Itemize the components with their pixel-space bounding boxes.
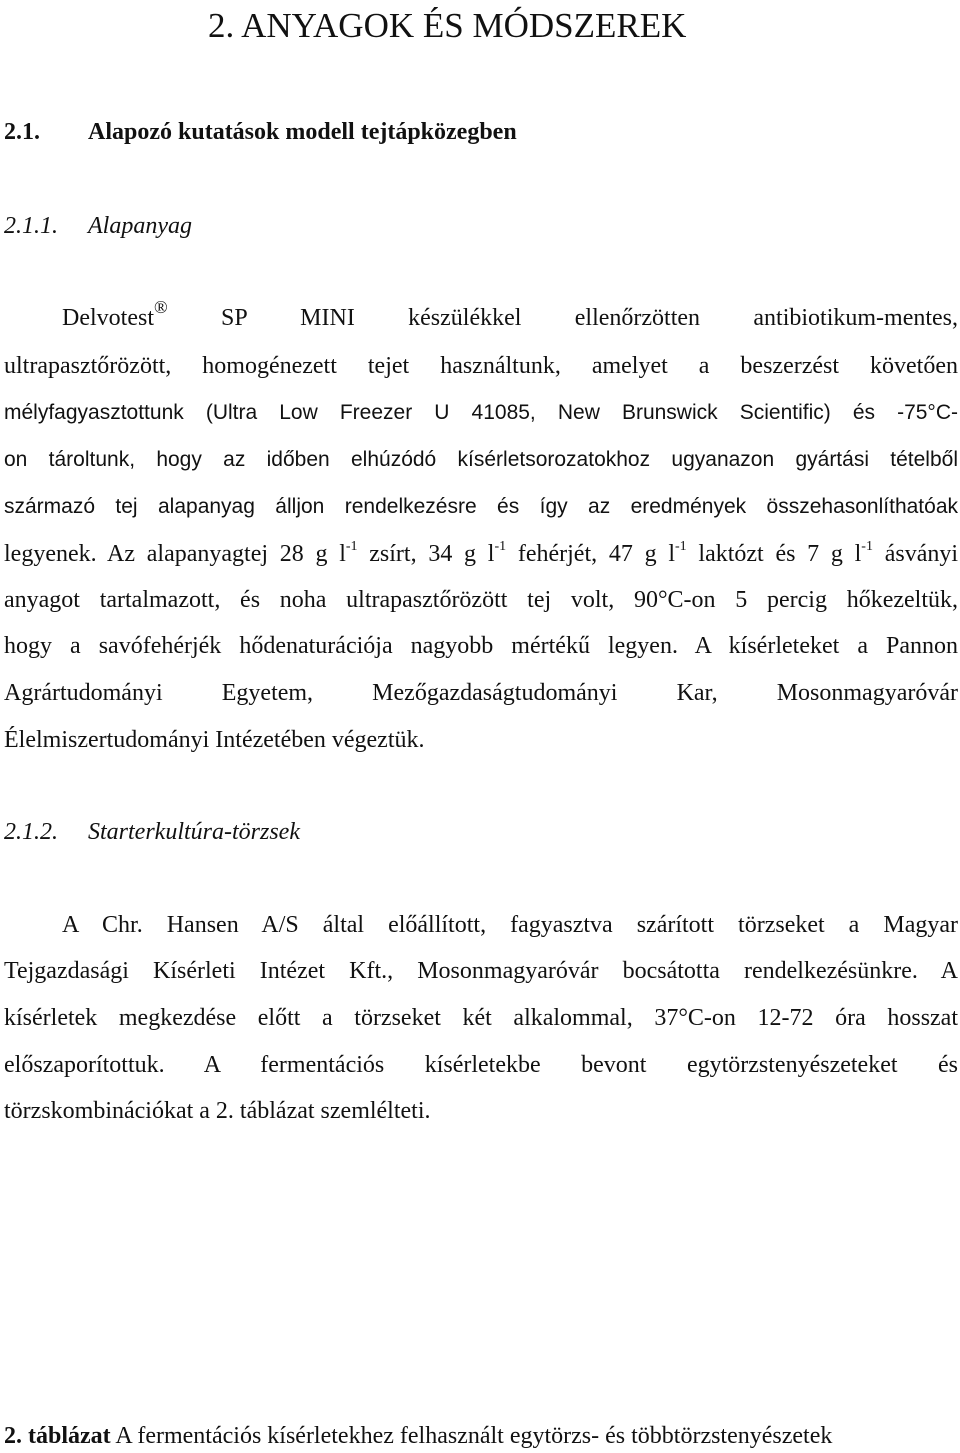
chapter-title: 2. ANYAGOK ÉS MÓDSZEREK — [208, 6, 687, 45]
line-6-part-d: laktózt és 7 g l — [686, 541, 862, 567]
paragraph-2-line-3: kísérletek megkezdése előtt a törzseket két alkalommal, 37°C-on 12-72 óra hosszat — [4, 1005, 958, 1031]
paragraph-1-line-10: Élelmiszertudományi Intézetében végeztük. — [4, 727, 425, 753]
exponent: -1 — [494, 539, 507, 554]
subsection-title-2: Starterkultúra-törzsek — [88, 819, 300, 845]
paragraph-1-line-4: on tároltunk, hogy az időben elhúzódó kísérletsorozatokhoz ugyanazon gyártási tételből — [4, 448, 958, 471]
line-6-part-b: zsírt, 34 g l — [357, 541, 495, 567]
section-title: Alapozó kutatások modell tejtápközegben — [88, 119, 517, 145]
table-caption-label: 2. táblázat — [4, 1423, 111, 1449]
table-caption-text: A fermentációs kísérletekhez felhasznált egytörzs- és többtörzstenyészetek — [110, 1423, 833, 1449]
brand-name: Delvotest — [62, 305, 154, 331]
exponent: -1 — [345, 539, 358, 554]
paragraph-1-line-6 — [4, 538, 958, 570]
line-6-part-a: legyenek. Az alapanyagtej 28 g l — [4, 541, 346, 567]
exponent: -1 — [861, 539, 873, 554]
paragraph-1-line-1-text: SP MINI készülékkel ellenőrzötten antibiotikum-mentes, — [221, 305, 959, 331]
paragraph-1-line-5: származó tej alapanyag álljon rendelkezésre és így az eredmények összehasonlíthatóak — [4, 495, 958, 518]
line-6-part-e: ásványi — [872, 541, 959, 567]
paragraph-2-line-2: Tejgazdasági Kísérleti Intézet Kft., Mosonmagyaróvár bocsátotta rendelkezésünkre. A — [4, 958, 958, 984]
section-heading — [4, 116, 517, 148]
subsection-number-2: 2.1.2. — [4, 819, 58, 845]
table-caption — [4, 1420, 832, 1452]
paragraph-1-line-1 — [62, 297, 959, 334]
paragraph-1-line-9: Agrártudományi Egyetem, Mezőgazdaságtudományi Kar, Mosonmagyaróvár — [4, 680, 958, 706]
paragraph-2-line-1: A Chr. Hansen A/S által előállított, fagyasztva szárított törzseket a Magyar — [62, 912, 958, 938]
exponent: -1 — [675, 539, 687, 554]
section-number: 2.1. — [4, 119, 40, 145]
paragraph-2-line-5: törzskombinációkat a 2. táblázat szemlélteti. — [4, 1098, 431, 1124]
line-6-part-c: fehérjét, 47 g l — [506, 541, 675, 567]
paragraph-1-line-8: hogy a savófehérjék hődenaturációja nagyobb mértékű legyen. A kísérleteket a Pannon — [4, 633, 958, 659]
subsection-title-1: Alapanyag — [88, 213, 192, 239]
subsection-heading-2 — [4, 816, 300, 848]
paragraph-1-line-3: mélyfagyasztottunk (Ultra Low Freezer U 41085, New Brunswick Scientific) és -75°C- — [4, 401, 958, 424]
paragraph-2-line-4: előszaporítottuk. A fermentációs kísérletekbe bevont egytörzstenyészeteket és — [4, 1052, 958, 1078]
paragraph-1-line-7: anyagot tartalmazott, és noha ultrapasztőrözött tej volt, 90°C-on 5 percig hőkezeltük, — [4, 587, 958, 613]
subsection-number-1: 2.1.1. — [4, 213, 58, 239]
registered-mark: ® — [153, 297, 168, 317]
subsection-heading-1 — [4, 210, 192, 242]
paragraph-1-line-2: ultrapasztőrözött, homogénezett tejet használtunk, amelyet a beszerzést követően — [4, 353, 958, 379]
